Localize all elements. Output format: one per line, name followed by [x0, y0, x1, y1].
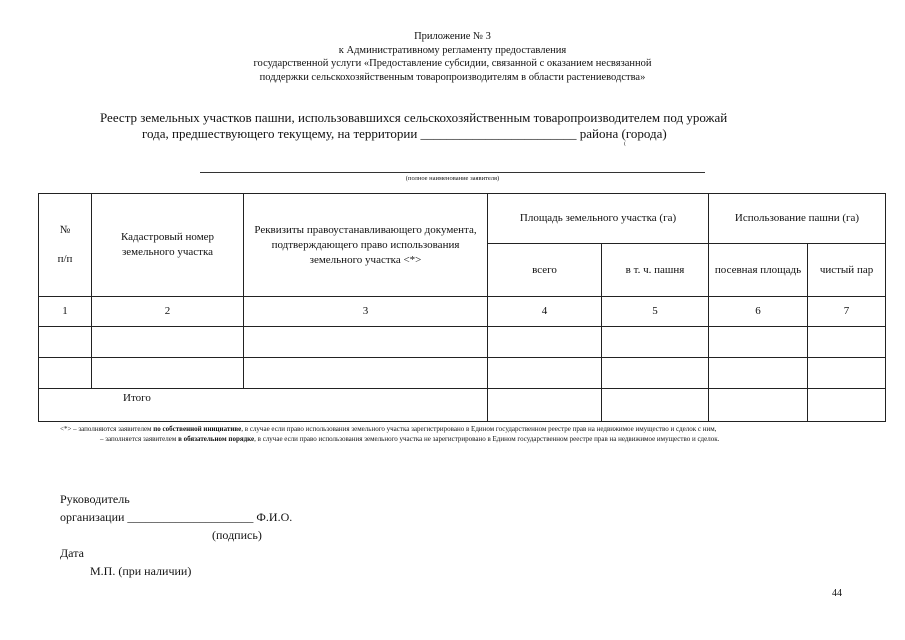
signature-stamp: М.П. (при наличии) — [90, 564, 192, 578]
table-cell — [808, 358, 886, 389]
small-parenthesis: ( — [624, 141, 626, 147]
header-num-sign: № — [59, 224, 71, 236]
signature-block — [60, 490, 292, 580]
appendix-number: Приложение № 3 — [414, 31, 491, 42]
table-cell — [602, 389, 709, 422]
total-label: Итого — [39, 389, 488, 422]
applicant-name-line — [200, 172, 705, 173]
column-number: 6 — [709, 297, 808, 327]
signature-head: Руководитель — [60, 492, 130, 506]
table-cell — [39, 358, 92, 389]
table-total-row — [39, 389, 886, 422]
table-column-numbers-row — [39, 297, 886, 327]
table-cell — [602, 358, 709, 389]
appendix-line-2: к Административному регламенту предоставления — [338, 44, 567, 56]
appendix-line-3: государственной услуги «Предоставление субсидии, связанной с оказанием несвязанной — [253, 58, 652, 69]
footnote-2-emphasis: в обязательном порядке — [178, 435, 255, 443]
column-number: 3 — [244, 297, 488, 327]
header-cell-usage: Использование пашни (га) — [709, 194, 886, 244]
header-cell-area: Площадь земельного участка (га) — [488, 194, 709, 244]
title-line-2: года, предшествующего текущему, на территории ________________________ района (города) — [142, 126, 667, 141]
column-number: 1 — [39, 297, 92, 327]
header-cell-sown: посевная площадь — [709, 244, 808, 297]
header-cell-fallow: чистый пар — [808, 244, 886, 297]
footnote-1 — [60, 424, 845, 434]
table-cell — [709, 358, 808, 389]
registry-table — [38, 193, 886, 422]
registry-title — [100, 110, 860, 142]
header-cell-arable: в т. ч. пашня — [602, 244, 709, 297]
table-row — [39, 358, 886, 389]
table-header-row-1 — [39, 194, 886, 244]
footnote-1-emphasis: по собственной инициативе — [153, 425, 242, 433]
table-cell — [92, 327, 244, 358]
signature-date: Дата — [60, 546, 84, 560]
appendix-line-4: поддержки сельскохозяйственным товаропроизводителям в области растениеводства» — [259, 71, 646, 83]
table-row — [39, 327, 886, 358]
table-cell — [709, 389, 808, 422]
table-cell — [709, 327, 808, 358]
table-cell — [244, 327, 488, 358]
table-cell — [488, 358, 602, 389]
header-pp: п/п — [57, 253, 73, 265]
header-cell-total-area: всего — [488, 244, 602, 297]
header-cell-number — [39, 194, 92, 297]
header-cell-cadastral: Кадастровый номер земельного участка — [92, 194, 244, 297]
column-number: 2 — [92, 297, 244, 327]
footnote-1-rest: , в случае если право использования земельного участка зарегистрировано в Едином государственном реестре прав на недвижимое имущество и сделок с ним, — [241, 425, 717, 433]
page-number: 44 — [832, 588, 842, 599]
table-cell — [488, 389, 602, 422]
footnotes — [60, 424, 845, 444]
footnote-2 — [60, 434, 845, 444]
column-number: 7 — [808, 297, 886, 327]
column-number: 5 — [602, 297, 709, 327]
column-number: 4 — [488, 297, 602, 327]
table-cell — [244, 358, 488, 389]
appendix-header — [0, 30, 905, 84]
footnote-2-text: – заполняется заявителем — [100, 435, 179, 443]
table-cell — [488, 327, 602, 358]
footnote-1-text: <*> – заполняются заявителем — [60, 425, 154, 433]
table-cell — [39, 327, 92, 358]
table-cell — [92, 358, 244, 389]
table-cell — [808, 327, 886, 358]
footnote-2-rest: , в случае если право использования земельного участка не зарегистрировано в Едином государственном реестре прав на недвижимое имущество и сделок. — [254, 435, 720, 443]
title-line-1: Реестр земельных участков пашни, использовавшихся сельскохозяйственным товаропроизводителем под урожай — [100, 110, 728, 125]
table-cell — [808, 389, 886, 422]
signature-caption: (подпись) — [212, 528, 262, 542]
table-cell — [602, 327, 709, 358]
header-cell-documents: Реквизиты правоустанавливающего документа, подтверждающего право использования земельного участка <*> — [244, 194, 488, 297]
signature-org-line: организации _____________________ Ф.И.О. — [60, 510, 293, 524]
applicant-caption: (полное наименование заявителя) — [405, 175, 500, 182]
